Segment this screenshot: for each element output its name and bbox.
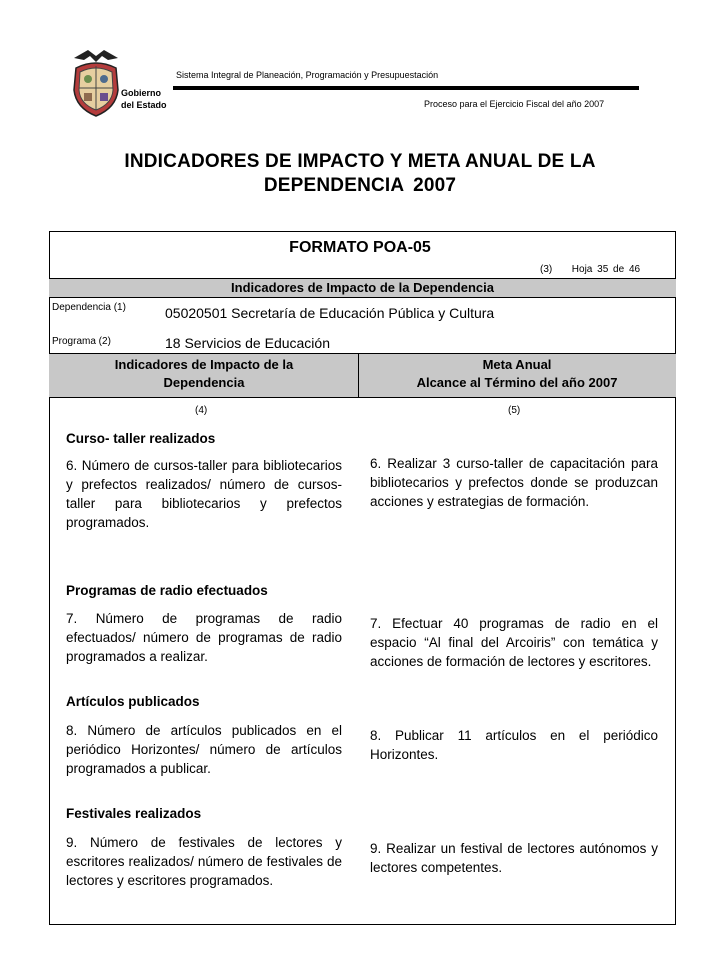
- indicator-text: 8. Número de artículos publicados en el periódico Horizontes/ número de artículos programados a publicar.: [66, 723, 342, 776]
- impact-band: Indicadores de Impacto de la Dependencia: [49, 278, 676, 298]
- programa-label: Programa (2): [52, 336, 111, 347]
- state-seal-logo: [68, 44, 124, 120]
- process-label: Proceso para el Ejercicio Fiscal del año 2007: [424, 99, 605, 109]
- title-line-2: DEPENDENCIA 2007: [263, 175, 457, 196]
- goal-text: 6. Realizar 3 curso-taller de capacitación para bibliotecarios y prefectos donde se produzcan acciones y estrategias de formación.: [370, 456, 658, 509]
- dependencia-value: 05020501 Secretaría de Educación Pública y Cultura: [165, 305, 495, 321]
- col-left-ref: (4): [195, 405, 208, 416]
- gov-line-1: Gobierno: [121, 88, 161, 98]
- programa-value: 18 Servicios de Educación: [165, 335, 330, 351]
- section-heading: Curso- taller realizados: [66, 431, 216, 446]
- col-right-line-2: Alcance al Término del año 2007: [416, 375, 618, 390]
- col-left-line-1: Indicadores de Impacto de la: [114, 357, 294, 372]
- page-title: [0, 150, 720, 198]
- col-right-ref: (5): [508, 405, 521, 416]
- goal-text: 8. Publicar 11 artículos en el periódico Horizontes.: [370, 728, 658, 762]
- section-heading: Artículos publicados: [66, 694, 200, 709]
- section-heading: Programas de radio efectuados: [66, 583, 268, 598]
- form-name: FORMATO POA-05: [289, 239, 431, 256]
- indicator-text: 7. Número de programas de radio efectuados/ número de programas de radio programados a realizar.: [66, 611, 342, 664]
- col-left-line-2: Dependencia: [163, 375, 245, 390]
- header-rule: [173, 86, 639, 90]
- indicator-text: 9. Número de festivales de lectores y escritores realizados/ número de festivales de lectores y escritores programados.: [66, 835, 342, 888]
- col-left-header: [49, 353, 359, 398]
- government-label: [121, 87, 167, 111]
- goal-text: 7. Efectuar 40 programas de radio en el espacio “Al final del Arcoiris” con temática y acciones de formación de lectores y escritores.: [370, 616, 658, 669]
- dependencia-label: Dependencia (1): [52, 302, 126, 313]
- sheet-number: Hoja 35 de 46: [571, 264, 641, 275]
- indicator-text: 6. Número de cursos-taller para bibliotecarios y prefectos realizados/ número de cursos-taller para bibliotecarios y prefectos programados.: [66, 458, 342, 530]
- header-divider: [358, 353, 359, 398]
- sheet-info: [540, 264, 640, 275]
- title-line-1: INDICADORES DE IMPACTO Y META ANUAL DE LA: [124, 151, 596, 172]
- col-right-line-1: Meta Anual: [482, 357, 552, 372]
- section-heading: Festivales realizados: [66, 806, 202, 821]
- system-name: Sistema Integral de Planeación, Programación y Presupuestación: [176, 70, 439, 80]
- col-right-header: [358, 353, 676, 398]
- gov-line-2: del Estado: [121, 100, 167, 110]
- goal-text: 9. Realizar un festival de lectores autónomos y lectores competentes.: [370, 841, 658, 875]
- form-ref: (3): [540, 264, 553, 275]
